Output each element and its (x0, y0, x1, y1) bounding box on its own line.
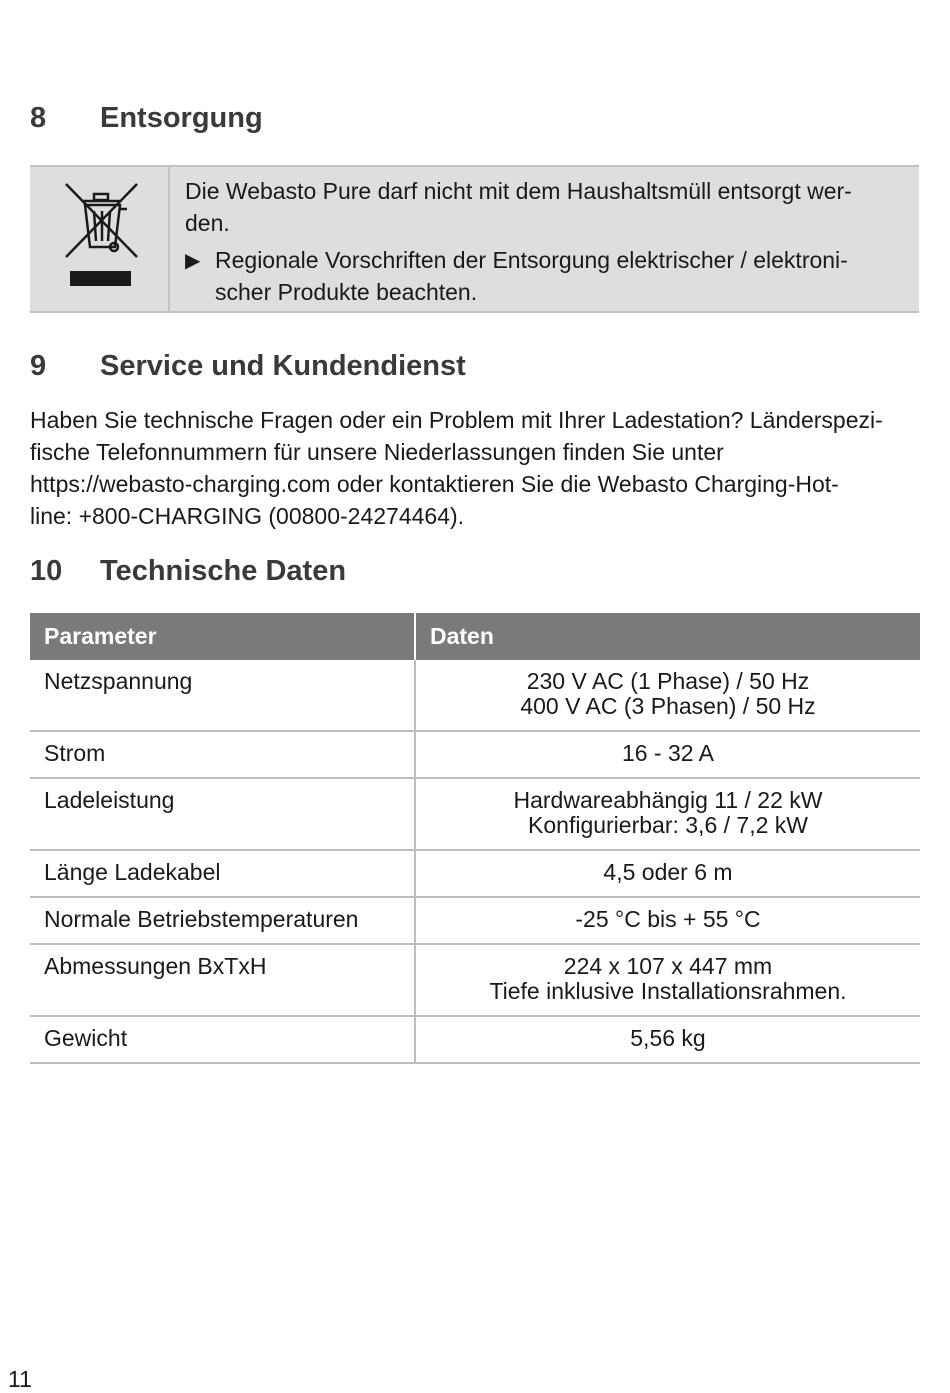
table-row (30, 944, 920, 1016)
value-line: Tiefe inklusive Installationsrahmen. (489, 978, 847, 1004)
paragraph-line: line: +800-CHARGING (00800-24274464). (30, 503, 465, 529)
section-title: Entsorgung (100, 102, 263, 134)
notice-text (185, 175, 910, 313)
paragraph-line: fische Telefonnummern für unsere Niederlassungen finden Sie unter (30, 439, 724, 465)
notice-line: den. (185, 210, 230, 236)
value-cell (415, 850, 920, 897)
section-number: 8 (30, 102, 47, 134)
section-title: Technische Daten (100, 555, 347, 587)
parameter-cell: Länge Ladekabel (30, 850, 415, 897)
parameter-cell: Gewicht (30, 1016, 415, 1063)
value-cell (415, 660, 920, 731)
value-cell (415, 944, 920, 1016)
section-10-heading (30, 554, 346, 588)
step-line: scher Produkte beachten. (215, 279, 478, 305)
crossed-out-wheelie-bin-icon (30, 167, 170, 313)
table-row (30, 850, 920, 897)
value-line: -25 °C bis + 55 °C (575, 906, 761, 932)
notice-paragraph (185, 175, 910, 239)
page-number: 11 (8, 1366, 32, 1392)
paragraph-line: https://webasto-charging.com oder kontaktieren Sie die Webasto Charging-Hot- (30, 471, 839, 497)
table-row (30, 660, 920, 731)
parameter-cell: Abmessungen BxTxH (30, 944, 415, 1016)
value-line: 224 x 107 x 447 mm (563, 953, 773, 979)
table-row (30, 731, 920, 778)
parameter-cell: Normale Betriebstemperaturen (30, 897, 415, 944)
section-number: 9 (30, 350, 47, 382)
value-line: 400 V AC (3 Phasen) / 50 Hz (520, 693, 816, 719)
table-row (30, 1016, 920, 1063)
section-8-heading (30, 101, 263, 135)
value-line: 5,56 kg (630, 1025, 706, 1051)
value-line: 4,5 oder 6 m (603, 859, 733, 885)
disposal-notice (30, 165, 919, 313)
notice-line: Die Webasto Pure darf nicht mit dem Haushaltsmüll entsorgt wer- (185, 178, 852, 204)
column-header-data: Daten (415, 613, 920, 660)
notice-step (185, 244, 910, 308)
value-line: Konfigurierbar: 3,6 / 7,2 kW (528, 812, 808, 838)
service-paragraph (30, 404, 920, 532)
column-header-parameter: Parameter (30, 613, 415, 660)
value-line: Hardwareabhängig 11 / 22 kW (513, 787, 823, 813)
table-row (30, 897, 920, 944)
value-cell (415, 897, 920, 944)
value-cell (415, 778, 920, 850)
parameter-cell: Strom (30, 731, 415, 778)
table-header-row (30, 613, 920, 660)
value-line: 16 - 32 A (621, 740, 715, 766)
step-arrow-icon: ▶ (185, 250, 201, 272)
section-title: Service und Kundendienst (100, 350, 466, 382)
parameter-cell: Netzspannung (30, 660, 415, 731)
technical-data-table (30, 613, 920, 1064)
table-row (30, 778, 920, 850)
value-cell (415, 1016, 920, 1063)
notice-icon-cell (30, 167, 170, 311)
paragraph-line: Haben Sie technische Fragen oder ein Problem mit Ihrer Ladestation? Länderspezi- (30, 407, 883, 433)
value-line: 230 V AC (1 Phase) / 50 Hz (526, 668, 810, 694)
section-number: 10 (30, 555, 63, 587)
parameter-cell: Ladeleistung (30, 778, 415, 850)
value-cell (415, 731, 920, 778)
section-9-heading (30, 349, 466, 383)
step-line: Regionale Vorschriften der Entsorgung elektrischer / elektroni- (215, 247, 848, 273)
